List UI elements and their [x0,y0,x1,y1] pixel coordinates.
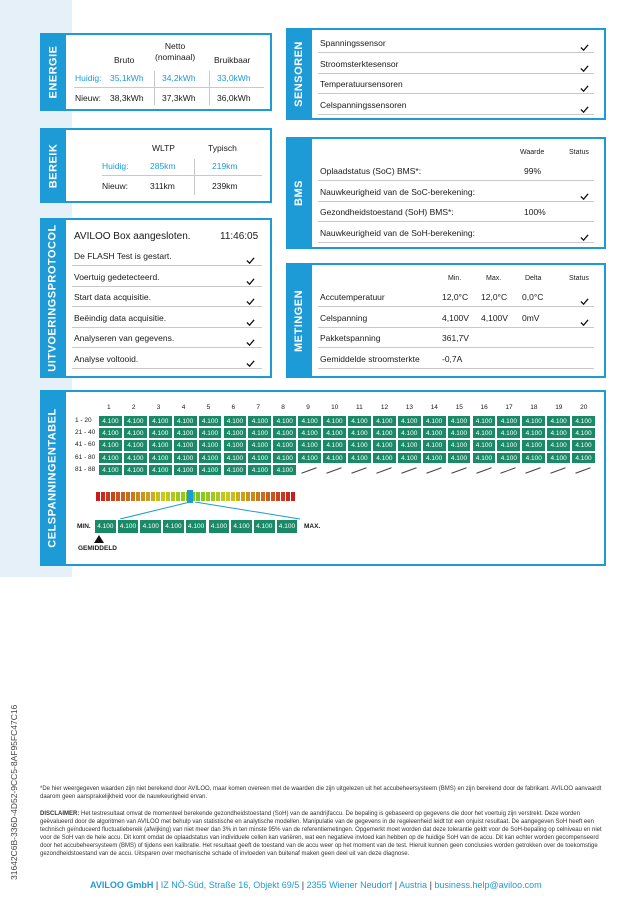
gradient-segment [196,492,200,501]
cell-value: 4.100 [148,452,173,464]
cell-value: 4.100 [198,415,223,427]
bms-col-status: Status [569,149,589,156]
cell-value: 4.100 [496,415,521,427]
cell-column-number: 14 [430,404,438,411]
empty-cell-dash [526,467,541,473]
cell-value: 4.100 [98,439,123,451]
energy-current-netto: 34,2kWh [162,73,196,83]
col-wltp: WLTP [152,143,175,153]
bms-row-label: Oplaadstatus (SoC) BMS*: [320,166,422,176]
sensors-tab [286,28,312,120]
cell-value: 4.100 [322,427,347,439]
energy-tab [40,33,66,111]
bms-row-label: Nauwkeurigheid van de SoC-berekening: [320,186,475,197]
protocol-item: Analyseren van gegevens. [74,333,175,343]
bms-row-label: Gezondheidstoestand (SoH) BMS*: [320,207,454,217]
cell-value: 4.100 [223,452,248,464]
footer-email[interactable]: business.help@aviloo.com [434,880,542,890]
scale-value: 4.100 [162,519,185,534]
cell-column-number: 10 [331,404,339,411]
bms-row-value: 100% [524,207,546,217]
cell-value: 4.100 [422,439,447,451]
gradient-segment [261,492,265,501]
cell-value: 4.100 [272,427,297,439]
cell-value: 4.100 [98,415,123,427]
cell-value: 4.100 [447,415,472,427]
cell-column-number: 12 [380,404,389,411]
sensor-item: Temperatuursensoren [320,79,403,89]
cell-value: 4.100 [173,464,198,476]
meas-row-max: 12,0°C [481,292,508,302]
cell-value: 4.100 [447,427,472,439]
gradient-segment [246,492,250,501]
gradient-segment [126,492,130,501]
check-icon [246,314,255,323]
cell-value: 4.100 [297,452,322,464]
scale-value: 4.100 [253,519,276,534]
average-label: GEMIDDELD [78,545,117,552]
gradient-segment [276,492,280,501]
cell-value: 4.100 [247,464,272,476]
col-bruikbaar: Bruikbaar [214,55,251,65]
meas-row-min: 361,7V [442,333,469,343]
gradient-segment [121,492,125,501]
cell-value: 4.100 [247,427,272,439]
bms-title: BMS [292,180,305,206]
gradient-segment [266,492,270,501]
cell-row-label: 61 - 80 [75,453,96,461]
empty-cell-dash [301,467,316,473]
cell-value: 4.100 [297,415,322,427]
empty-cell-dash [401,467,416,473]
empty-cell-dash [426,467,441,473]
cells-card [40,390,606,566]
cell-value: 4.100 [322,452,347,464]
energy-current-bruikbaar: 33,0kWh [217,73,251,83]
scale-value: 4.100 [139,519,162,534]
empty-cell-dash [575,467,590,473]
check-icon [580,39,589,48]
check-icon [580,188,589,197]
cell-value: 4.100 [372,415,397,427]
gradient-segment [136,492,140,501]
protocol-item: Voertuig gedetecteerd. [74,271,160,282]
gradient-segment [226,492,230,501]
cell-value: 4.100 [173,415,198,427]
cell-value: 4.100 [148,464,173,476]
cell-value: 4.100 [247,452,272,464]
cell-value: 4.100 [148,427,173,439]
cell-value: 4.100 [272,439,297,451]
footer-country: Austria [399,880,428,890]
gradient-segment [286,492,290,501]
range-new-label: Nieuw: [102,181,128,191]
gradient-segment [181,492,185,501]
gradient-segment [141,492,145,501]
gradient-segment [256,492,260,501]
gradient-segment [151,492,155,501]
range-new-typisch: 239km [212,181,238,191]
cell-column-number: 16 [480,404,488,411]
cell-value: 4.100 [148,439,173,451]
bms-tab [286,137,312,249]
cell-value: 4.100 [198,439,223,451]
energy-new-netto: 37,3kWh [162,93,196,103]
gradient-segment [211,492,215,501]
cell-value: 4.100 [447,439,472,451]
cell-value: 4.100 [347,427,372,439]
scale-max-label: MAX. [304,523,321,530]
check-icon [580,80,589,89]
cell-value: 4.100 [521,427,546,439]
cell-column-number: 17 [505,404,513,411]
meas-row-delta: 0mV [522,312,540,323]
cell-value: 4.100 [322,415,347,427]
range-card [40,128,272,203]
gradient-segment [111,492,115,501]
energy-title: ENERGIE [47,45,60,99]
cell-column-number: 18 [530,404,538,411]
cell-value: 4.100 [372,427,397,439]
cell-value: 4.100 [223,427,248,439]
cell-value: 4.100 [472,415,497,427]
cell-column-number: 15 [455,404,463,411]
cell-column-number: 5 [206,404,211,411]
cells-title: CELSPANNINGENTABEL [47,408,59,548]
cell-value: 4.100 [571,452,596,464]
empty-cell-dash [501,467,516,473]
gradient-segment [236,492,240,501]
cell-value: 4.100 [521,415,546,427]
disclaimer [40,810,606,858]
cell-value: 4.100 [347,452,372,464]
scale-value: 4.100 [276,519,299,534]
protocol-title: UITVOERINGSPROTOCOL [47,224,60,372]
cell-row-label: 21 - 40 [75,429,96,437]
cell-value: 4.100 [347,415,372,427]
gradient-segment [96,492,100,501]
disclaimer-text: Het testresultaat omvat de momenteel berekende gezondheidstoestand (SoH) van de aandrijfaccu. De bepaling is gebaseerd op gegevens die door het voertuig zijn verstrekt. Deze worden geëvalueerd door de algoritmen van AVILOO met behulp van statistische en analytische modellen. Manipulatie van de gegevens in de regeleenheid leidt tot een onjuist resultaat. De aangegeven SoH heeft een technisch geïnduceerd fluctuatiebereik (afwijking) van niet meer dan 3% in ten minste 95% van de referentiemetingen. Opgemerkt moet worden dat deze tolerantie geldt voor de SoH-bepaling op celniveau en niet voor de SoH van de hele accu. Dit komt omdat de oplaadstatus van individuele cellen kan variëren, wat een negatieve invloed kan hebben op de huidige SoH van de accu. Dit kan echter worden gecompenseerd door het accubeheersysteem (BMS) of tijdens een kalibratie. Het resultaat geeft de toestand van de accu weer op het moment van de test. Hieruit kunnen geen conclusies worden getrokken over de toekomstige gezondheidstoestand van de accu. Uitsparen over mechanische schade of invloeden van buitenaf maken geen deel uit van deze diagnose. [40,811,602,857]
protocol-item: Beëindig data acquisitie. [74,312,167,323]
footer-address: IZ NÖ-Süd, Straße 16, Objekt 69/5 [160,880,300,890]
cell-value: 4.100 [372,452,397,464]
measurements-card [286,263,606,378]
energy-card [40,33,272,111]
range-current-label: Huidig: [102,161,129,171]
gradient-segment [166,492,170,501]
protocol-time: 11:46:05 [220,231,259,242]
gradient-segment [161,492,165,501]
cell-value: 4.100 [472,439,497,451]
sensors-card [286,28,606,120]
empty-cell-dash [376,467,391,473]
bms-row-value: 99% [524,166,542,176]
cell-value: 4.100 [272,415,297,427]
cell-value: 4.100 [397,452,422,464]
cell-value: 4.100 [397,427,422,439]
scale-value: 4.100 [208,519,231,534]
sensor-item: Stroomsterktesensor [320,58,399,69]
cell-column-number: 7 [256,404,261,411]
check-icon [246,273,255,282]
empty-cell-dash [326,467,341,473]
meas-col-status: Status [569,275,589,282]
scale-value: 4.100 [185,519,208,534]
gradient-segment [271,492,275,501]
cell-value: 4.100 [496,452,521,464]
sensors-title: SENSOREN [293,41,305,107]
voltage-gradient-bar [96,492,296,501]
meas-row-min: 12,0°C [442,292,469,302]
meas-row-min: 4,100V [442,312,469,323]
cell-value: 4.100 [247,415,272,427]
meas-row-label: Gemiddelde stroomsterkte [320,353,420,364]
check-icon [580,60,589,69]
cell-value: 4.100 [123,439,148,451]
meas-row-label: Accutemperatuur [320,292,385,302]
empty-cell-dash [476,467,491,473]
gradient-segment [131,492,135,501]
range-current-wltp: 285km [150,161,176,171]
gradient-segment [146,492,150,501]
cell-value: 4.100 [546,427,571,439]
meas-col-min: Min. [448,275,462,282]
protocol-card [40,218,272,378]
cell-value: 4.100 [223,439,248,451]
cell-column-number: 3 [156,404,161,411]
check-icon [580,101,589,110]
cell-value: 4.100 [546,415,571,427]
cell-value: 4.100 [472,427,497,439]
cell-value: 4.100 [98,427,123,439]
meas-row-max: 4,100V [481,312,508,323]
bms-row-label: Nauwkeurigheid van de SoH-berekening: [320,227,475,238]
cell-value: 4.100 [98,464,123,476]
cell-value: 4.100 [198,427,223,439]
gradient-segment [251,492,255,501]
check-icon [580,293,589,302]
cell-value: 4.100 [521,439,546,451]
cell-row-label: 81 - 88 [75,465,96,473]
cell-row-label: 1 - 20 [75,417,92,424]
footnote: *De hier weergegeven waarden zijn niet berekend door AVILOO, maar komen overeen met de waarden die zijn uitgelezen uit het accubeheersysteem (BMS) en zijn berekend door de fabrikant. AVILOO aanvaardt daarom geen aansprakelijkheid voor de nauwkeurigheid ervan. [40,786,602,800]
check-icon [580,229,589,238]
cell-column-number: 11 [356,404,363,411]
energy-current-label: Huidig: [75,73,102,83]
cell-column-number: 19 [555,404,563,411]
cell-value: 4.100 [571,415,596,427]
empty-cell-dash [451,467,466,473]
gradient-segment [241,492,245,501]
gradient-segment [176,492,180,501]
cell-value: 4.100 [372,439,397,451]
footer-company: AVILOO GmbH [90,880,154,890]
protocol-item: Start data acquisitie. [74,292,152,302]
meas-row-delta: 0,0°C [522,292,544,302]
check-icon [580,314,589,323]
average-marker-icon [94,535,104,543]
cell-value: 4.100 [472,452,497,464]
cell-value: 4.100 [297,439,322,451]
gradient-segment [221,492,225,501]
report-id: 31642C6B-336D-4D52-9CC5-8AF95FC47C16 [9,704,19,880]
check-icon [246,355,255,364]
check-icon [246,252,255,261]
cell-value: 4.100 [422,452,447,464]
energy-current-bruto: 35,1kWh [110,73,144,83]
scale-value: 4.100 [230,519,253,534]
cell-column-number: 4 [181,404,186,411]
empty-cell-dash [351,467,366,473]
cell-value: 4.100 [123,464,148,476]
scale-value: 4.100 [117,519,140,534]
cell-value: 4.100 [347,439,372,451]
cell-column-number: 6 [231,404,236,411]
cell-value: 4.100 [496,427,521,439]
sensor-item: Celspanningssensoren [320,99,407,110]
cell-value: 4.100 [123,415,148,427]
measurements-title: METINGEN [293,289,305,352]
col-typisch: Typisch [208,143,237,153]
range-title: BEREIK [47,143,59,188]
cell-value: 4.100 [173,439,198,451]
cell-value: 4.100 [223,415,248,427]
bms-card [286,137,606,249]
protocol-tab [40,218,66,378]
cell-value: 4.100 [173,427,198,439]
cell-value: 4.100 [322,439,347,451]
range-current-typisch: 219km [212,161,238,171]
cell-value: 4.100 [571,439,596,451]
cell-value: 4.100 [546,452,571,464]
cell-value: 4.100 [422,427,447,439]
cell-value: 4.100 [546,439,571,451]
cell-column-number: 8 [281,404,285,411]
scale-min-label: MIN. [77,523,91,530]
cell-value: 4.100 [98,452,123,464]
cell-value: 4.100 [173,452,198,464]
cell-row-label: 41 - 60 [75,441,96,449]
empty-cell-dash [550,467,565,473]
energy-new-bruto: 38,3kWh [110,93,144,103]
cell-value: 4.100 [198,452,223,464]
cell-value: 4.100 [422,415,447,427]
footer: AVILOO GmbH | IZ NÖ-Süd, Straße 16, Objekt 69/5 | 2355 Wiener Neudorf | Austria | business.help@aviloo.com [90,880,542,890]
gradient-segment [281,492,285,501]
gradient-segment [291,492,295,501]
cell-column-number: 1 [107,404,111,411]
cell-value: 4.100 [272,464,297,476]
cell-column-number: 13 [405,404,414,411]
cell-value: 4.100 [297,427,322,439]
measurements-tab [286,263,312,378]
cell-value: 4.100 [148,415,173,427]
meas-row-label: Celspanning [320,312,368,323]
cell-value: 4.100 [447,452,472,464]
gradient-segment [171,492,175,501]
gradient-segment [106,492,110,501]
protocol-item: De FLASH Test is gestart. [74,251,172,261]
cell-column-number: 9 [306,404,310,411]
cell-value: 4.100 [198,464,223,476]
cell-value: 4.100 [272,452,297,464]
range-new-wltp: 311km [150,181,175,191]
scale-value: 4.100 [94,519,117,534]
cell-value: 4.100 [247,439,272,451]
gradient-segment [156,492,160,501]
protocol-item: Analyse voltooid. [74,353,139,364]
cell-value: 4.100 [496,439,521,451]
gradient-segment [116,492,120,501]
meas-col-delta: Delta [525,275,542,282]
cell-value: 4.100 [123,452,148,464]
col-netto: Netto (nominaal) [155,41,196,62]
meas-row-label: Pakketspanning [320,333,381,343]
gradient-segment [216,492,220,501]
cell-value: 4.100 [223,464,248,476]
range-tab [40,128,66,203]
disclaimer-label: DISCLAIMER: [40,811,80,817]
cell-column-number: 20 [580,404,588,411]
cell-column-number: 2 [131,404,136,411]
col-bruto: Bruto [114,55,135,65]
cell-value: 4.100 [397,415,422,427]
cell-value: 4.100 [123,427,148,439]
protocol-header: AVILOO Box aangesloten. [74,231,191,242]
gradient-segment [206,492,210,501]
bms-col-value: Waarde [520,149,545,156]
cell-value: 4.100 [571,427,596,439]
footer-city: 2355 Wiener Neudorf [306,880,393,890]
meas-row-min: -0,7A [442,353,463,364]
energy-new-label: Nieuw: [75,93,101,103]
gradient-segment [101,492,105,501]
cell-value: 4.100 [521,452,546,464]
sensor-item: Spanningssensor [320,38,386,48]
energy-new-bruikbaar: 36,0kWh [217,93,251,103]
check-icon [246,293,255,302]
meas-col-max: Max. [486,275,502,282]
cell-value: 4.100 [397,439,422,451]
cells-tab [40,390,66,566]
check-icon [246,334,255,343]
gradient-segment [201,492,205,501]
gradient-segment [231,492,235,501]
